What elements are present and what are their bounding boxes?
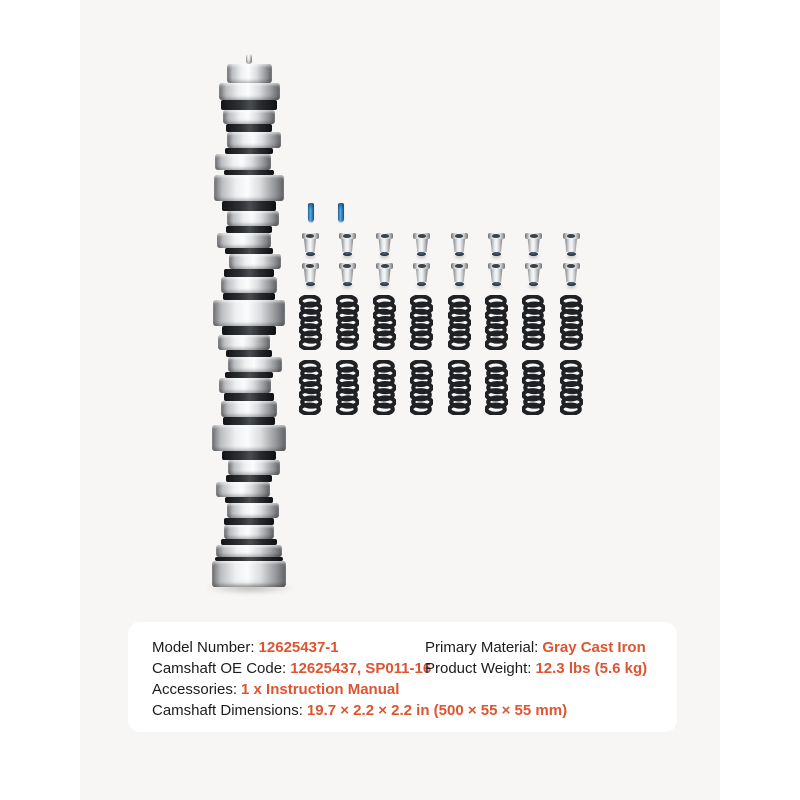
camshaft-metal-band	[223, 110, 275, 124]
spec-row	[152, 700, 677, 721]
seal-hole	[381, 234, 389, 238]
seal-flange	[451, 263, 468, 269]
stage-background	[80, 0, 720, 800]
seal-hole	[567, 234, 575, 238]
seal-body	[527, 239, 540, 252]
seal-hole	[492, 264, 500, 268]
seal-base	[343, 252, 352, 257]
valve-spring	[522, 360, 545, 415]
spring-coils-icon	[336, 295, 359, 350]
valve-spring	[299, 295, 322, 350]
camshaft-dark-band	[222, 326, 276, 335]
spring-coils-icon	[448, 295, 471, 350]
seal-flange	[563, 233, 580, 239]
spring-coils-icon	[560, 360, 583, 415]
dowel-pin	[338, 203, 344, 222]
camshaft-dark-band	[226, 475, 272, 482]
seal-body	[527, 269, 540, 282]
valve-seal	[488, 263, 505, 286]
spring-coils-icon	[299, 360, 322, 415]
camshaft-dark-band	[224, 393, 274, 401]
seal-body	[304, 269, 317, 282]
dowel-pin	[308, 203, 314, 222]
seal-hole	[530, 234, 538, 238]
valve-spring	[373, 295, 396, 350]
camshaft-dark-band	[222, 201, 276, 211]
seal-hole	[455, 234, 463, 238]
valve-spring	[299, 360, 322, 415]
spec-row	[425, 637, 647, 658]
seal-flange	[302, 233, 319, 239]
camshaft-metal-band	[229, 254, 281, 269]
spring-coils-icon	[485, 360, 508, 415]
specs-right-column	[425, 637, 647, 679]
valve-spring	[522, 295, 545, 350]
seal-hole	[418, 234, 426, 238]
valve-seal	[563, 263, 580, 286]
seal-hole	[530, 264, 538, 268]
camshaft-dark-band	[222, 451, 276, 460]
seal-base	[455, 282, 464, 287]
seal-base	[417, 252, 426, 257]
seal-body	[490, 239, 503, 252]
spec-value: 12.3 lbs (5.6 kg)	[535, 660, 648, 677]
seal-hole	[306, 234, 314, 238]
camshaft-shadow	[204, 582, 296, 594]
spring-coils-icon	[336, 360, 359, 415]
seal-base	[380, 252, 389, 257]
camshaft-dark-band	[223, 293, 275, 300]
camshaft-metal-band	[246, 54, 252, 64]
seal-flange	[563, 263, 580, 269]
valve-seal	[413, 263, 430, 286]
camshaft-dark-band	[226, 226, 272, 233]
valve-spring	[448, 360, 471, 415]
seal-flange	[451, 233, 468, 239]
valve-seal	[525, 233, 542, 256]
valve-seal	[488, 233, 505, 256]
seal-hole	[306, 264, 314, 268]
valve-seal	[376, 263, 393, 286]
seal-flange	[413, 263, 430, 269]
seal-base	[380, 282, 389, 287]
camshaft-dark-band	[224, 269, 274, 277]
valve-spring	[448, 295, 471, 350]
valve-seal	[339, 263, 356, 286]
camshaft-metal-band	[221, 277, 277, 293]
spec-label: Camshaft OE Code:	[152, 660, 287, 677]
seal-flange	[488, 233, 505, 239]
seal-hole	[343, 234, 351, 238]
spring-coils-icon	[448, 360, 471, 415]
spec-row	[425, 658, 647, 679]
seal-body	[565, 239, 578, 252]
camshaft-dark-band	[226, 124, 272, 132]
valve-spring	[373, 360, 396, 415]
valve-spring	[336, 360, 359, 415]
camshaft-metal-band	[221, 401, 277, 417]
seal-base	[492, 252, 501, 257]
valve-spring	[560, 360, 583, 415]
seal-hole	[418, 264, 426, 268]
valve-seal	[302, 233, 319, 256]
spring-coils-icon	[410, 360, 433, 415]
valve-seal	[451, 233, 468, 256]
spring-coils-icon	[410, 295, 433, 350]
camshaft-metal-band	[227, 132, 281, 148]
camshaft-metal-band	[227, 211, 279, 226]
seal-hole	[455, 264, 463, 268]
camshaft-metal-band	[212, 425, 286, 451]
spec-value: Gray Cast Iron	[542, 639, 646, 656]
camshaft-metal-band	[214, 175, 284, 201]
spec-label: Model Number:	[152, 639, 255, 656]
spring-coils-icon	[560, 295, 583, 350]
valve-seal	[451, 263, 468, 286]
seal-body	[565, 269, 578, 282]
spec-label: Product Weight:	[425, 660, 532, 677]
seal-base	[455, 252, 464, 257]
camshaft-metal-band	[228, 460, 280, 475]
camshaft-metal-band	[219, 83, 280, 100]
spec-value: 12625437-1	[258, 639, 339, 656]
seal-base	[306, 282, 315, 287]
seal-body	[378, 239, 391, 252]
spring-coils-icon	[373, 295, 396, 350]
valve-spring	[485, 295, 508, 350]
seal-flange	[525, 233, 542, 239]
seal-flange	[488, 263, 505, 269]
spec-value: 1 x Instruction Manual	[241, 681, 400, 698]
spec-value: 19.7 × 2.2 × 2.2 in (500 × 55 × 55 mm)	[306, 702, 568, 719]
valve-spring	[485, 360, 508, 415]
seal-hole	[343, 264, 351, 268]
spec-row	[152, 679, 677, 700]
seal-flange	[376, 233, 393, 239]
valve-seal	[563, 233, 580, 256]
seal-hole	[492, 234, 500, 238]
seal-base	[417, 282, 426, 287]
seal-flange	[302, 263, 319, 269]
camshaft-metal-band	[227, 503, 279, 518]
camshaft-metal-band	[219, 378, 271, 393]
seal-body	[453, 269, 466, 282]
seal-body	[453, 239, 466, 252]
spring-coils-icon	[299, 295, 322, 350]
seal-flange	[339, 233, 356, 239]
seal-flange	[525, 263, 542, 269]
seal-body	[304, 239, 317, 252]
seal-base	[529, 252, 538, 257]
seal-base	[567, 282, 576, 287]
camshaft-metal-band	[227, 64, 272, 83]
camshaft-dark-band	[226, 350, 272, 357]
valve-spring	[410, 360, 433, 415]
seal-body	[415, 269, 428, 282]
valve-seal	[339, 233, 356, 256]
valve-seal	[376, 233, 393, 256]
seal-base	[567, 252, 576, 257]
specs-panel	[128, 622, 677, 732]
spec-value: 12625437, SP011-16	[290, 660, 432, 677]
seal-flange	[339, 263, 356, 269]
camshaft-metal-band	[216, 545, 282, 557]
seal-base	[306, 252, 315, 257]
seal-body	[490, 269, 503, 282]
valve-spring	[336, 295, 359, 350]
valve-seal	[302, 263, 319, 286]
camshaft-metal-band	[228, 357, 282, 372]
seal-base	[492, 282, 501, 287]
seal-body	[341, 269, 354, 282]
spring-coils-icon	[373, 360, 396, 415]
spring-coils-icon	[522, 295, 545, 350]
seal-base	[343, 282, 352, 287]
camshaft-dark-band	[223, 417, 275, 425]
seal-hole	[381, 264, 389, 268]
camshaft-metal-band	[216, 482, 270, 497]
camshaft-metal-band	[218, 335, 270, 350]
camshaft-metal-band	[215, 154, 271, 170]
seal-hole	[567, 264, 575, 268]
valve-spring	[560, 295, 583, 350]
spec-label: Accessories:	[152, 681, 238, 698]
camshaft-metal-band	[213, 300, 285, 326]
seal-body	[378, 269, 391, 282]
spring-coils-icon	[522, 360, 545, 415]
valve-seal	[413, 233, 430, 256]
camshaft-metal-band	[224, 525, 274, 539]
seal-flange	[413, 233, 430, 239]
seal-body	[415, 239, 428, 252]
seal-base	[529, 282, 538, 287]
valve-seal	[525, 263, 542, 286]
spec-label: Camshaft Dimensions:	[152, 702, 303, 719]
camshaft-dark-band	[224, 518, 274, 525]
spec-label: Primary Material:	[425, 639, 539, 656]
valve-spring	[410, 295, 433, 350]
camshaft-dark-band	[221, 100, 277, 110]
spring-coils-icon	[485, 295, 508, 350]
seal-body	[341, 239, 354, 252]
camshaft-metal-band	[217, 233, 271, 248]
seal-flange	[376, 263, 393, 269]
